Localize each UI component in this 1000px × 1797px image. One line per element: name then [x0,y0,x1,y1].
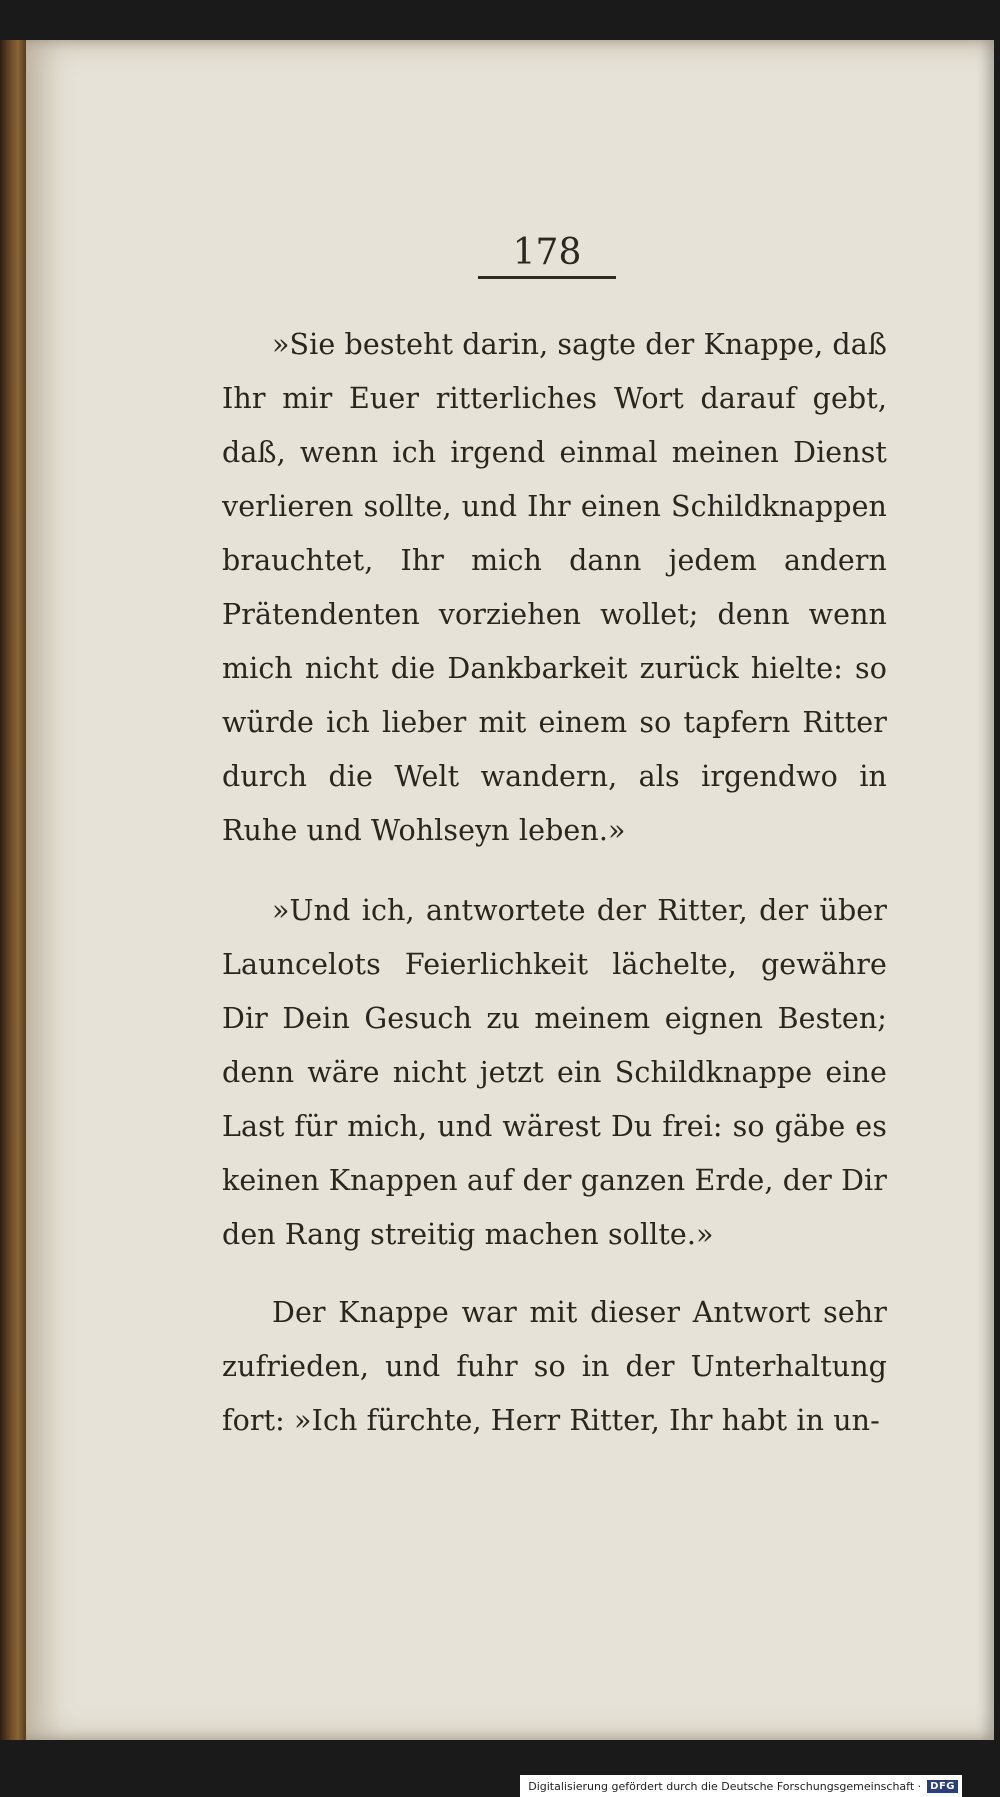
page-number-rule [478,276,616,279]
page-number: 178 [512,232,582,273]
dfg-logo: DFG [927,1780,958,1793]
paragraph-1: »Sie besteht darin, sagte der Knappe, daß Ihr mir Euer ritterliches Wort darauf gebt, daß, wenn ich irgend einmal meinen Dienst verlieren sollte, und Ihr einen Schildknappen brauchtet, Ihr mich dann jedem andern Prätendenten vorziehen wollet; denn wenn mich nicht die Dankbarkeit zurück hielte: so würde ich lieber mit einem so tapfern Ritter durch die Welt wandern, als irgendwo in Ruhe und Wohlseyn leben.» [222,328,887,847]
credit-text: Digitalisierung gefördert durch die Deutsche Forschungsgemeinschaft · [528,1779,922,1793]
paragraph-2: »Und ich, antwortete der Ritter, der über Launcelots Feierlichkeit lächelte, gewähre Dir Dein Gesuch zu meinem eignen Besten; denn wäre nicht jetzt ein Schildknappe eine Last für mich, und wärest Du frei: so gäbe es keinen Knappen auf der ganzen Erde, der Dir den Rang streitig machen sollte.» [222,894,887,1251]
paragraph-3: Der Knappe war mit dieser Antwort sehr zufrieden, und fuhr so in der Unterhaltung fort: »Ich fürchte, Herr Ritter, Ihr habt in un- [222,1296,887,1437]
digitization-credit [520,1775,962,1797]
